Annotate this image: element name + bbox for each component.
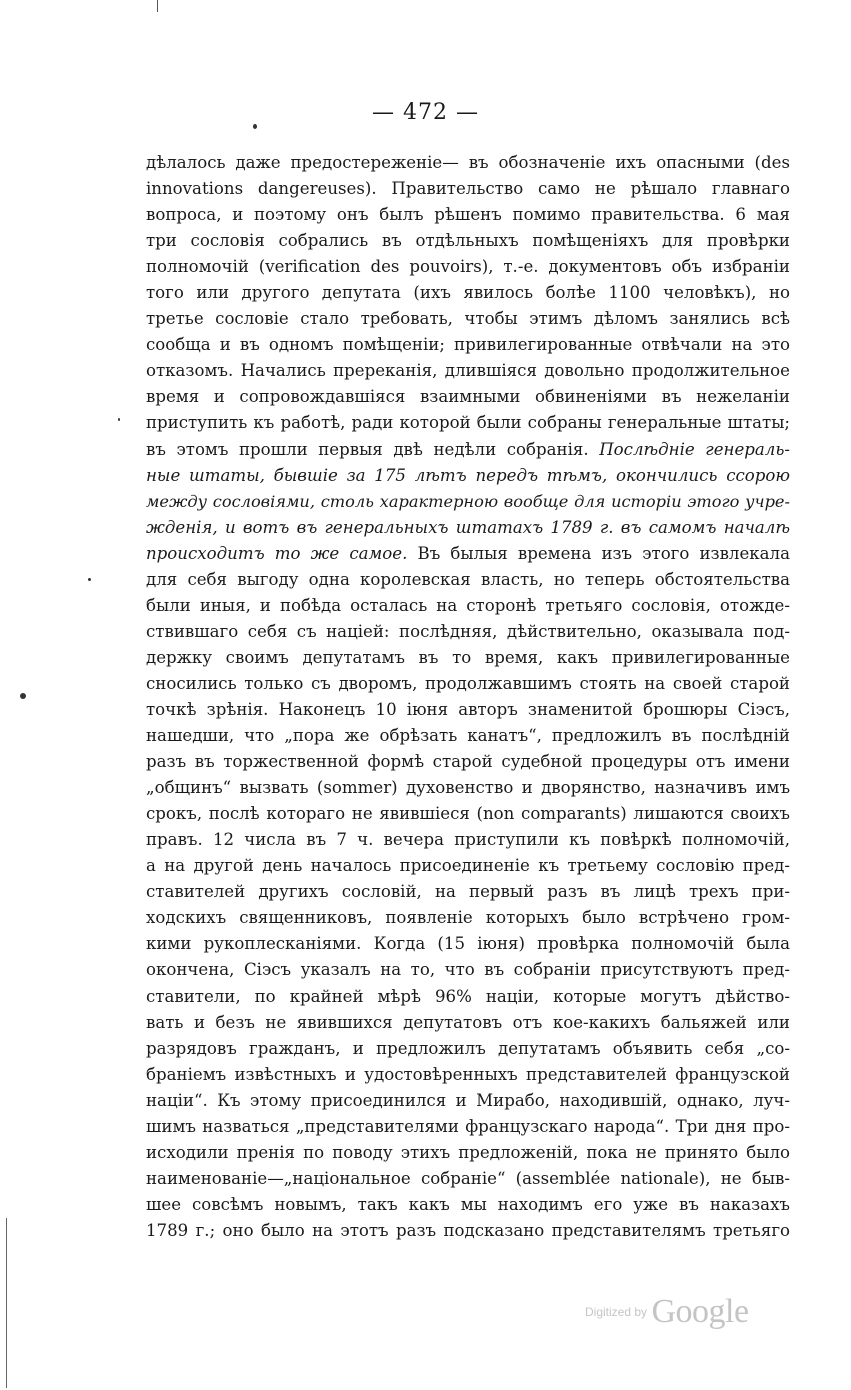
scan-speck bbox=[118, 418, 120, 421]
text-segment: 1789 г.; оно было на этотъ разъ подсказано представителямъ третьяго bbox=[146, 1220, 790, 1240]
text-segment: „общинъ“ вызвать (sommer) духовенство и дворянство, назначивъ имъ bbox=[146, 778, 790, 798]
text-segment: ходскихъ священниковъ, появленіе которыхъ было встрѣчено гром- bbox=[146, 908, 790, 928]
text-segment: нашедши, что „пора же обрѣзать канатъ“, предложилъ въ послѣдній bbox=[146, 726, 790, 746]
text-line bbox=[146, 1140, 790, 1166]
text-line bbox=[146, 280, 790, 306]
text-line bbox=[146, 697, 790, 723]
text-line bbox=[146, 254, 790, 280]
text-segment: націи“. Къ этому присоединился и Мирабо, находившій, однако, луч- bbox=[146, 1090, 790, 1110]
text-segment: правъ. 12 числа въ 7 ч. вечера приступили къ повѣркѣ полномочій, bbox=[146, 830, 790, 850]
text-line bbox=[146, 515, 790, 541]
text-segment: приступить къ работѣ, ради которой были собраны генеральные штаты; bbox=[146, 413, 790, 433]
scan-edge-mark bbox=[6, 1218, 7, 1388]
text-line bbox=[146, 541, 790, 567]
italic-text: Послѣдніе генераль- bbox=[599, 439, 790, 459]
text-segment: исходили пренія по поводу этихъ предложеній, пока не принято было bbox=[146, 1142, 790, 1162]
text-line bbox=[146, 176, 790, 202]
text-line bbox=[146, 1010, 790, 1036]
text-line bbox=[146, 827, 790, 853]
text-line bbox=[146, 202, 790, 228]
text-segment: срокъ, послѣ котораго не явившіеся (non comparants) лишаются своихъ bbox=[146, 804, 790, 824]
text-segment: время и сопровождавшіяся взаимными обвиненіями въ нежеланіи bbox=[146, 387, 790, 407]
italic-text: ные штаты, бывшіе за 175 лѣтъ передъ тѣмъ, окончились ссорою bbox=[146, 465, 790, 485]
italic-text: жденія, и вотъ въ генеральныхъ штатахъ 1789 г. въ самомъ началѣ bbox=[146, 517, 790, 537]
text-line bbox=[146, 801, 790, 827]
text-line bbox=[146, 332, 790, 358]
text-line bbox=[146, 1062, 790, 1088]
text-line bbox=[146, 853, 790, 879]
body-text bbox=[146, 150, 790, 1244]
text-line bbox=[146, 749, 790, 775]
text-line bbox=[146, 775, 790, 801]
text-line bbox=[146, 306, 790, 332]
watermark-brand: Google bbox=[651, 1293, 749, 1330]
text-line bbox=[146, 410, 790, 436]
text-segment: разрядовъ гражданъ, и предложилъ депутатамъ объявить себя „со- bbox=[146, 1038, 790, 1058]
text-line bbox=[146, 1192, 790, 1218]
text-line bbox=[146, 150, 790, 176]
text-line bbox=[146, 1114, 790, 1140]
text-line bbox=[146, 619, 790, 645]
text-segment: ствившаго себя съ націей: послѣдняя, дѣйствительно, оказывала под- bbox=[146, 621, 790, 641]
text-segment: ставители, по крайней мѣрѣ 96% націи, которые могутъ дѣйство- bbox=[146, 986, 790, 1006]
text-line bbox=[146, 358, 790, 384]
text-line bbox=[146, 567, 790, 593]
text-segment: три сословія собрались въ отдѣльныхъ помѣщеніяхъ для провѣрки bbox=[146, 231, 790, 251]
text-segment: третье сословіе стало требовать, чтобы этимъ дѣломъ занялись всѣ bbox=[146, 309, 790, 329]
text-segment: браніемъ извѣстныхъ и удостовѣренныхъ представителей французской bbox=[146, 1064, 790, 1084]
text-line bbox=[146, 905, 790, 931]
text-segment: Въ былыя времена изъ этого извлекала bbox=[417, 543, 790, 563]
text-segment: вать и безъ не явившихся депутатовъ отъ кое-какихъ бальяжей или bbox=[146, 1012, 790, 1032]
text-line bbox=[146, 1218, 790, 1244]
page-number: — 472 — bbox=[372, 100, 479, 125]
text-line bbox=[146, 1088, 790, 1114]
italic-text: происходитъ то же самое. bbox=[146, 543, 408, 563]
text-line bbox=[146, 437, 790, 463]
text-line bbox=[146, 931, 790, 957]
text-segment: разъ въ торжественной формѣ старой судебной процедуры отъ имени bbox=[146, 752, 790, 772]
text-line bbox=[146, 593, 790, 619]
text-segment: ставителей другихъ сословій, на первый разъ въ лицѣ трехъ при- bbox=[146, 882, 790, 902]
text-line bbox=[146, 1036, 790, 1062]
text-line bbox=[146, 1166, 790, 1192]
text-segment: того или другого депутата (ихъ явилось болѣе 1100 человѣкъ), но bbox=[146, 283, 790, 303]
scan-speck bbox=[20, 693, 26, 699]
text-line bbox=[146, 384, 790, 410]
watermark-prefix: Digitized by bbox=[585, 1305, 648, 1319]
text-segment: а на другой день началось присоединеніе къ третьему сословію пред- bbox=[146, 856, 790, 876]
text-segment: для себя выгоду одна королевская власть, но теперь обстоятельства bbox=[146, 569, 790, 589]
text-segment: полномочій (verification des pouvoirs), т.-е. документовъ объ избраніи bbox=[146, 257, 790, 277]
text-line bbox=[146, 723, 790, 749]
text-segment: сносились только съ дворомъ, продолжавшимъ стоять на своей старой bbox=[146, 673, 790, 693]
scan-speck bbox=[253, 124, 257, 129]
text-segment: наименованіе—„національное собраніе“ (assemblée nationale), не быв- bbox=[146, 1168, 790, 1188]
text-line bbox=[146, 228, 790, 254]
text-line bbox=[146, 645, 790, 671]
text-segment: innovations dangereuses). Правительство само не рѣшало главнаго bbox=[146, 179, 790, 199]
text-segment: точкѣ зрѣнія. Наконецъ 10 іюня авторъ знаменитой брошюры Сіэсъ, bbox=[146, 699, 790, 719]
text-segment: окончена, Сіэсъ указалъ на то, что въ собраніи присутствуютъ пред- bbox=[146, 960, 790, 980]
text-line bbox=[146, 984, 790, 1010]
text-segment: держку своимъ депутатамъ въ то время, какъ привилегированные bbox=[146, 647, 790, 667]
text-line bbox=[146, 671, 790, 697]
scan-speck bbox=[88, 578, 91, 581]
text-line bbox=[146, 957, 790, 983]
text-segment: отказомъ. Начались пререканія, длившіяся довольно продолжительное bbox=[146, 361, 790, 381]
text-segment: шимъ назваться „представителями французскаго народа“. Три дня про- bbox=[146, 1116, 790, 1136]
text-segment: дѣлалось даже предостереженіе— въ обозначеніе ихъ опасными (des bbox=[146, 153, 790, 172]
text-segment: сообща и въ одномъ помѣщеніи; привилегированные отвѣчали на это bbox=[146, 335, 790, 355]
text-segment: шее совсѣмъ новымъ, такъ какъ мы находимъ его уже въ наказахъ bbox=[146, 1194, 790, 1214]
scan-edge-mark bbox=[157, 0, 158, 12]
text-segment: вопроса, и поэтому онъ былъ рѣшенъ помимо правительства. 6 мая bbox=[146, 205, 790, 225]
text-segment: въ этомъ прошли первыя двѣ недѣли собранія. bbox=[146, 439, 589, 459]
digitized-by-google-watermark bbox=[585, 1293, 749, 1331]
italic-text: между сословіями, столь характерною вообще для исторіи этого учре- bbox=[146, 491, 790, 511]
text-line bbox=[146, 879, 790, 905]
text-line bbox=[146, 489, 790, 515]
text-segment: кими рукоплесканіями. Когда (15 іюня) провѣрка полномочій была bbox=[146, 934, 790, 954]
text-line bbox=[146, 463, 790, 489]
text-segment: были иныя, и побѣда осталась на сторонѣ третьяго сословія, отожде- bbox=[146, 595, 790, 615]
